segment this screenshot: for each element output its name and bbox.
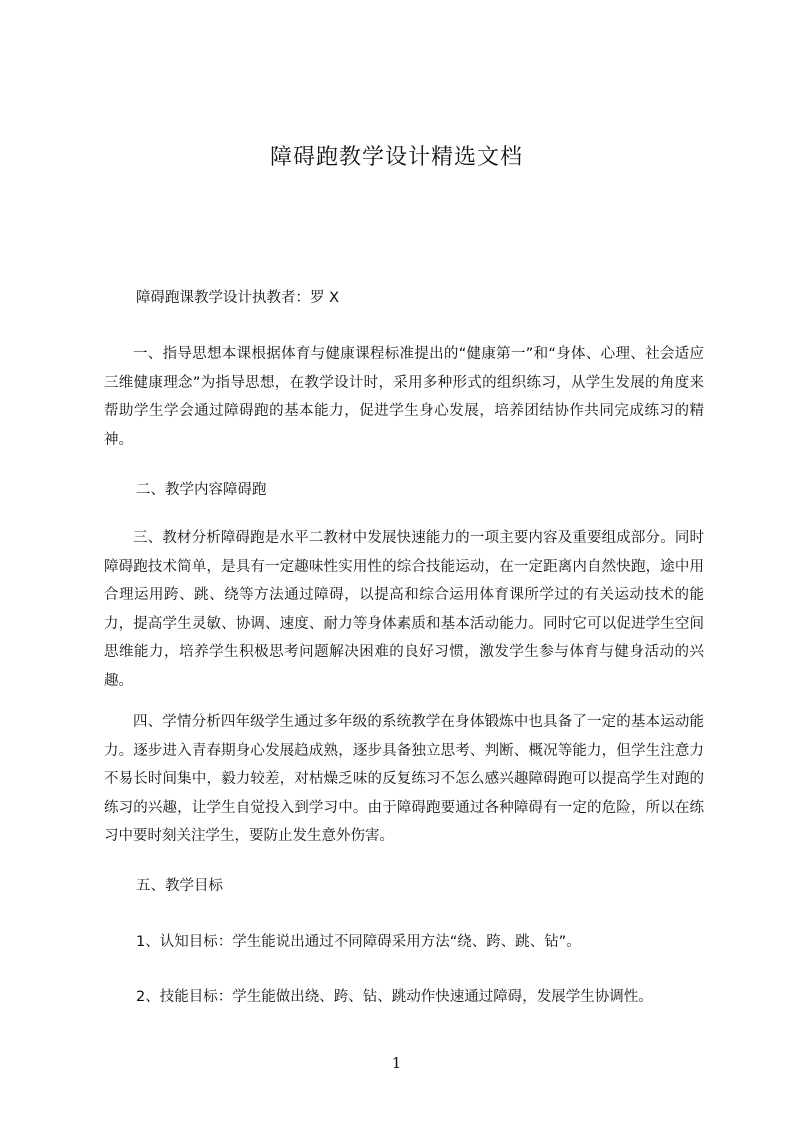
page-number: 1	[391, 1054, 402, 1072]
goals-heading: 五、教学目标	[136, 878, 223, 894]
document-title: 障碍跑教学设计精选文档	[269, 145, 523, 170]
paragraph-guiding-thought: 一、指导思想本课根据体育与健康课程标准提出的“健康第一”和“身体、心理、社会适应三维健康理念”为指导思想，在教学设计时，采用多种形式的组织练习，从学生发展的角度来帮助学生学会通过障碍跑的基本能力，促进学生身心发展，培养团结协作共同完成练习的精神。	[104, 346, 704, 448]
goal-skill: 2、技能目标：学生能做出绕、跨、钻、跳动作快速通过障碍，发展学生协调性。	[136, 989, 653, 1005]
paragraph-material-analysis: 三、教材分析障碍跑是水平二教材中发展快速能力的一项主要内容及重要组成部分。同时障碍跑技术简单，是具有一定趣味性实用性的综合技能运动，在一定距离内自然快跑，途中用合理运用跨、跳、绕等方法通过障碍，以提高和综合运用体育课所学过的有关运动技术的能力，提高学生灵敏、协调、速度、耐力等身体素质和基本活动能力。同时它可以促进学生空间思维能力，培养学生积极思考问题解决困难的良好习惯，激发学生参与体育与健身活动的兴趣。	[104, 530, 704, 689]
paragraph-learner-analysis: 四、学情分析四年级学生通过多年级的系统教学在身体锻炼中也具备了一定的基本运动能力。逐步进入青春期身心发展趋成熟，逐步具备独立思考、判断、概况等能力，但学生注意力不易长时间集中，毅力较差，对枯燥乏味的反复练习不怎么感兴趣障碍跑可以提高学生对跑的练习的兴趣，让学生自觉投入到学习中。由于障碍跑要通过各种障碍有一定的危险，所以在练习中要时刻关注学生，要防止发生意外伤害。	[104, 714, 704, 844]
author-line: 障碍跑课教学设计执教者：罗 X	[136, 290, 340, 306]
paragraph-teaching-content: 二、教学内容障碍跑	[136, 482, 267, 498]
goal-cognitive: 1、认知目标：学生能说出通过不同障碍采用方法“绕、跨、跳、钻”。	[136, 934, 581, 950]
